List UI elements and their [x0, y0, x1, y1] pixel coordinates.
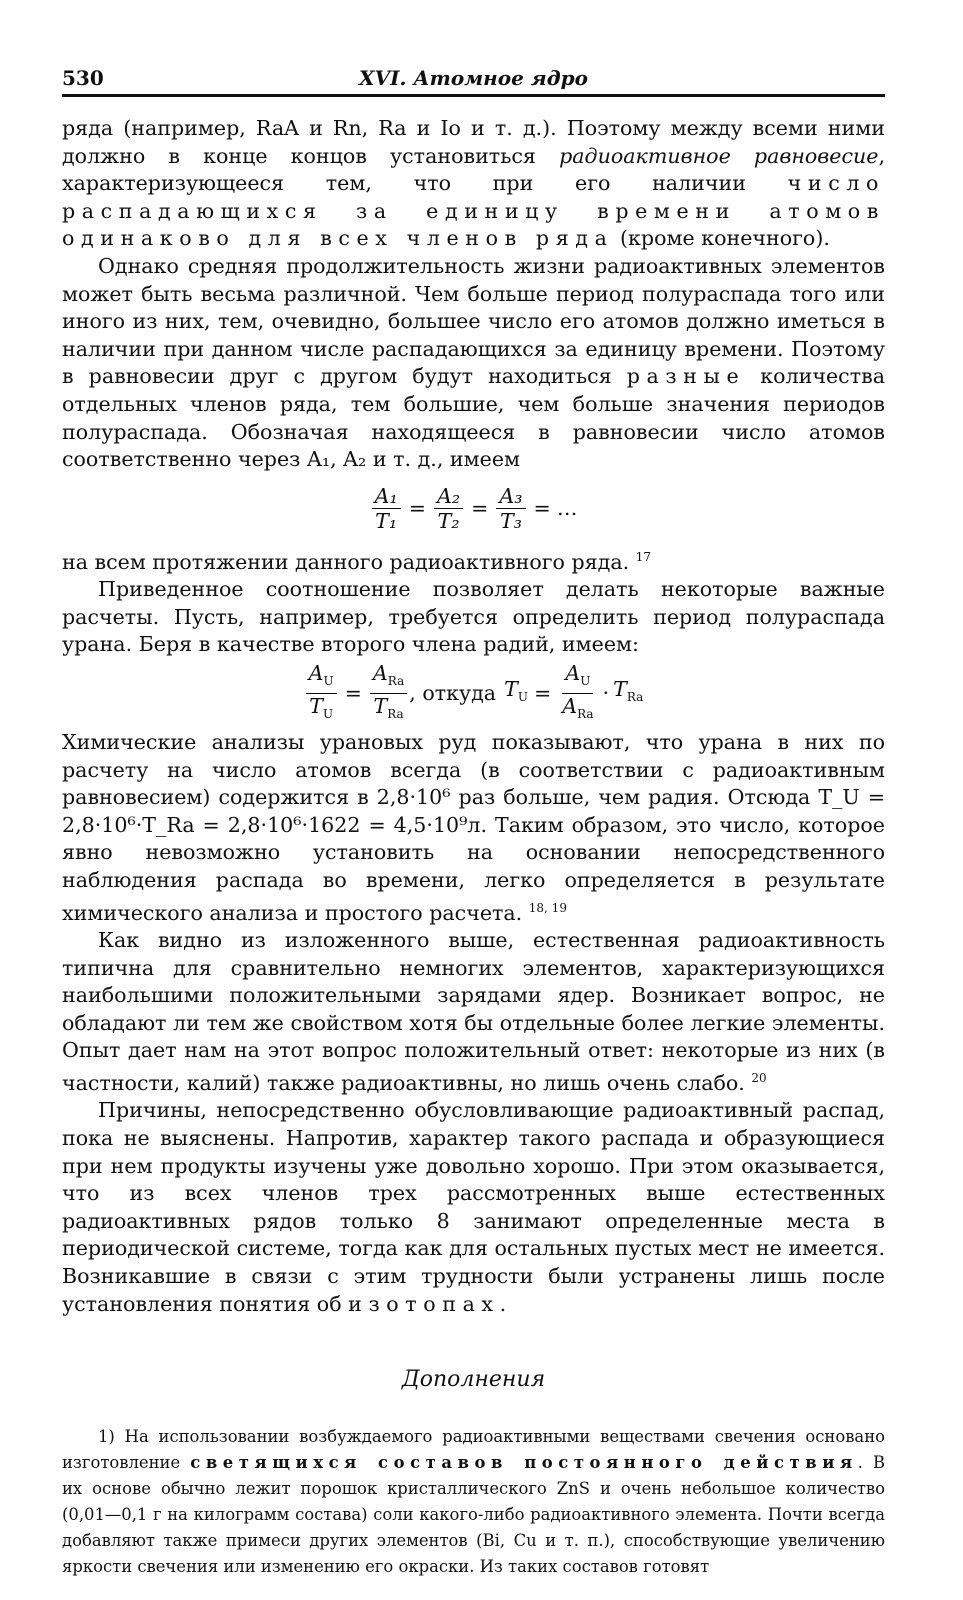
text-run: Однако средняя продолжительность жизни радиоактивных элементов может быть весьма различной. Чем больше период полураспада того или иного из них, тем, очевидно, большее число его атомов должно иметься в наличии при данном числе распадающихся за единицу времени. Поэтому в равновесии друг с другом будут находиться — [62, 253, 885, 389]
fraction — [496, 484, 525, 533]
text-run: количества отдельных членов ряда, тем большие, чем больше значения периодов полураспада. Обозначая находящееся в равновесии число атомов соответственно через A₁, A₂ и т. д., имеем — [62, 364, 885, 472]
fraction — [434, 484, 463, 533]
symbol: T — [613, 677, 627, 702]
text-run: ряда (например, RaA и Rn, Ra и Io и т. д.). Поэтому между всеми ними должно в конце концов установиться — [62, 116, 885, 168]
fraction — [559, 661, 596, 726]
subscript: Ra — [387, 707, 404, 722]
denominator — [559, 694, 596, 726]
subscript: U — [517, 690, 528, 705]
page-number: 530 — [62, 66, 104, 90]
lhs — [504, 676, 528, 712]
fraction — [370, 661, 407, 726]
spaced-emphasis: светящихся составов постоянного действия — [190, 1452, 858, 1472]
subscript: Ra — [626, 690, 644, 705]
symbol: T — [309, 694, 323, 719]
equals-sign: = — [408, 495, 426, 520]
symbol: T — [504, 677, 518, 702]
footnote-ref: 18, 19 — [528, 900, 567, 915]
fraction — [306, 661, 337, 726]
paragraph — [62, 1097, 885, 1318]
text-run: 1) На использовании возбуждаемого радиоактивными веществами свечения основано изготовление — [62, 1426, 885, 1472]
symbol: A — [372, 661, 388, 686]
page-header — [62, 62, 885, 97]
running-title: XVI. Атомное ядро — [359, 66, 588, 90]
paragraph — [62, 927, 885, 1097]
footnote-ref: 20 — [751, 1070, 767, 1085]
paragraph — [62, 576, 885, 659]
denominator: T₃ — [499, 509, 522, 534]
symbol: T — [373, 694, 388, 719]
subscript: U — [580, 674, 591, 689]
equation-uranium — [62, 659, 885, 729]
equals-sign: = — [533, 495, 551, 520]
subscript: U — [323, 674, 334, 689]
numerator — [562, 661, 593, 694]
numerator: A₂ — [434, 484, 463, 509]
equation-ratio-chain — [62, 474, 885, 544]
denominator: T₂ — [437, 509, 460, 534]
numerator — [370, 661, 407, 694]
text-run: Причины, непосредственно обусловливающие радиоактивный распад, пока не выяснены. Напротив, характер такого распада и образующиеся при нем продукты изучены уже довольно хорошо. При этом оказывается, что из всех членов трех рассмотренных выше естественных радиоактивных рядов только 8 занимают определенные места в периодической системе, тогда как для остальных пустых мест не имеется. Возникавшие в связи с этим трудности были устранены лишь после установления понятия об — [62, 1098, 885, 1316]
symbol: A — [562, 694, 578, 719]
text-run: . — [499, 1291, 507, 1316]
paragraph — [62, 115, 885, 253]
footnote-ref: 17 — [635, 549, 652, 564]
numerator: A₁ — [372, 484, 401, 509]
denominator — [370, 694, 406, 726]
spaced-emphasis: изотопах — [348, 1291, 500, 1316]
notes-section — [62, 1424, 885, 1580]
symbol: A — [308, 661, 324, 686]
text-run: , характеризующееся тем, что при его наличии — [62, 143, 886, 196]
multiply-dot: · — [602, 681, 610, 706]
numerator — [306, 661, 337, 694]
spaced-emphasis: разные — [626, 364, 746, 389]
emphasis: радиоактивное равновесие — [559, 143, 879, 168]
subscript: Ra — [577, 707, 594, 722]
subscript: U — [322, 707, 334, 722]
connector-word: , откуда — [409, 681, 497, 706]
denominator: T₁ — [375, 509, 398, 534]
paragraph — [62, 544, 885, 576]
equals-sign: = — [533, 681, 552, 706]
subscript: Ra — [387, 674, 405, 689]
spaced-emphasis: число распадающихся за единицу времени атомов одинаково для всех членов ряда — [62, 171, 885, 251]
text-run: . В их основе обычно лежит порошок кристаллического ZnS и очень небольшое количество (0,01—0,1 г на килограмм состава) соли какого-либо радиоактивного элемента. Почти всегда добавляют также примеси других элементов (Bi, Cu и т. п.), способствующие увеличению яркости свечения или изменению его окраски. Из таких составов готовят — [62, 1452, 886, 1576]
fraction — [372, 484, 401, 533]
text-run: на всем протяжении данного радиоактивного ряда. — [62, 549, 630, 574]
paragraph — [62, 253, 885, 474]
main-text — [62, 115, 885, 1580]
equals-sign: = — [344, 681, 362, 706]
text-run: Химические анализы урановых руд показывают, что урана в них по расчету на число атомов всегда (в соответствии с радиоактивным равновесием) содержится в 2,8·10⁶ раз больше, чем радия. Отсюда T_U = 2,8·10⁶·T_Ra = 2,8·10⁶·1622 = 4,5·10⁹л. Таким образом, это число, которое явно невозможно установить на основании непосредственного наблюдения распада во времени, легко определяется в результате химического анализа и простого расчета. — [62, 729, 885, 925]
note-paragraph — [62, 1424, 885, 1580]
rhs-term — [613, 676, 643, 712]
ellipsis: … — [556, 495, 578, 520]
equals-sign: = — [471, 495, 489, 520]
text-run: (кроме конечного). — [613, 226, 830, 251]
denominator — [306, 694, 336, 726]
text-run: Приведенное соотношение позволяет делать некоторые важные расчеты. Пусть, например, требуется определить период полураспада урана. Беря в качестве второго члена радий, имеем: — [62, 577, 885, 657]
section-title: Дополнения — [401, 1367, 546, 1393]
symbol: A — [565, 661, 581, 686]
paragraph — [62, 729, 885, 927]
numerator: A₃ — [496, 484, 525, 509]
text-run: Как видно из изложенного выше, естественная радиоактивность типична для сравнительно немногих элементов, характеризующихся наибольшими положительными зарядами ядер. Возникает вопрос, не обладают ли тем же свойством хотя бы отдельные более легкие элементы. Опыт дает нам на этот вопрос положительный ответ: некоторые из них (в частности, калий) также радиоактивны, но лишь очень слабо. — [62, 927, 885, 1095]
